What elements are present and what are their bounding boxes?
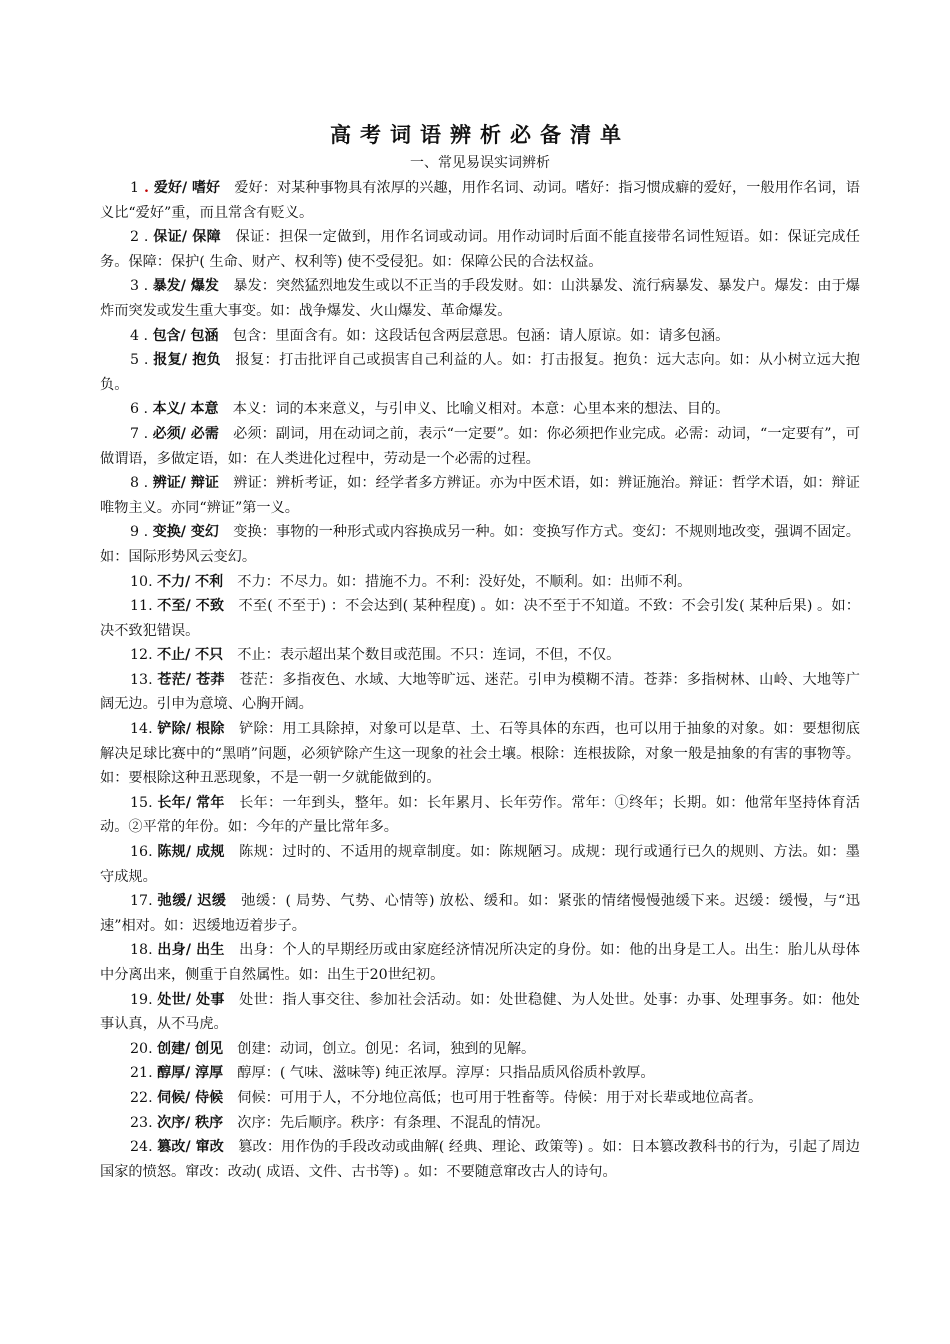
list-item	[100, 176, 860, 225]
entry-definition: 创建：动词，创立。创见：名词，独到的见解。	[237, 1040, 536, 1057]
entry-term: 长年/ 常年	[157, 794, 225, 811]
entry-gap	[223, 647, 237, 663]
list-item	[100, 1086, 860, 1111]
entry-gap	[225, 942, 239, 958]
entry-number: 17	[130, 893, 149, 910]
entry-number: 4	[130, 327, 140, 344]
entry-number-separator: .	[148, 573, 158, 590]
entry-number: 10	[130, 573, 149, 590]
entry-number: 11	[130, 598, 149, 615]
list-item	[100, 422, 860, 471]
entry-term: 保证/ 保障	[153, 229, 221, 246]
list-item	[100, 988, 860, 1037]
entry-number-separator: .	[139, 401, 153, 418]
entry-definition: 弛缓：( 局势、气势、心情等) 放松、缓和。如：紧张的情绪慢慢弛缓下来。迟缓：缓慢，与“迅速”相对。如：迟缓地迈着步子。	[100, 893, 860, 934]
entry-term: 不力/ 不利	[157, 573, 224, 590]
entry-definition: 出身：个人的早期经历或由家庭经济情况所决定的身份。如：他的出身是工人。出生：胎儿从母体中分离出来，侧重于自然属性。如：出生于20世纪初。	[100, 942, 860, 983]
entry-number-separator: .	[139, 180, 154, 196]
entry-definition: 长年：一年到头，整年。如：长年累月、长年劳作。常年：①终年；长期。如：他常年坚持体育活动。②平常的年份。如：今年的产量比常年多。	[100, 794, 860, 836]
entry-number: 1	[130, 180, 140, 196]
entry-number-separator: .	[148, 794, 158, 811]
entry-number-separator: .	[139, 229, 154, 246]
entry-number-separator: .	[148, 647, 158, 664]
entry-number: 19	[130, 991, 149, 1008]
entry-term: 必须/ 必需	[152, 425, 219, 442]
entry-definition: 变换：事物的一种形式或内容换成另一种。如：变换写作方式。变幻：不规则地改变，强调不固定。如：国际形势风云变幻。	[100, 524, 860, 565]
entry-term: 辨证/ 辩证	[152, 475, 219, 492]
entry-term: 次序/ 秩序	[157, 1114, 224, 1131]
entry-number-separator: .	[148, 598, 158, 615]
entry-definition: 不止：表示超出某个数目或范围。不只：连词，不但，不仅。	[237, 647, 621, 664]
entry-definition: 醇厚：( 气味、滋味等) 纯正浓厚。淳厚：只指品质风俗质朴敦厚。	[237, 1065, 655, 1082]
entry-number: 16	[130, 844, 149, 861]
entry-term: 不止/ 不只	[157, 647, 224, 664]
list-item	[100, 570, 860, 595]
entry-term: 伺候/ 侍候	[157, 1089, 224, 1106]
list-item	[100, 1111, 860, 1136]
entry-term: 爱好/ 嗜好	[153, 180, 221, 196]
entry-term: 出身/ 出生	[157, 942, 225, 959]
entry-number: 9	[130, 524, 140, 541]
entry-definition: 伺候：可用于人，不分地位高低；也可用于牲畜等。侍候：用于对长辈或地位高者。	[237, 1089, 763, 1106]
entry-definition: 处世：指人事交往、参加社会活动。如：处世稳健、为人处世。处事：办事、处理事务。如：他处事认真，从不马虎。	[100, 991, 860, 1033]
entry-number: 24	[130, 1139, 149, 1156]
entry-gap	[225, 672, 239, 688]
list-item	[100, 1135, 860, 1184]
entry-definition: 辨证：辨析考证，如：经学者多方辨证。亦为中医术语，如：辨证施治。辩证：哲学术语，如：辩证唯物主义。亦同“辨证”第一义。	[100, 475, 860, 516]
list-item	[100, 938, 860, 987]
entry-term: 本义/ 本意	[152, 401, 219, 418]
entry-number: 23	[130, 1114, 149, 1131]
entry-number-separator: .	[148, 893, 158, 910]
entry-gap	[219, 278, 233, 294]
entry-term: 铲除/ 根除	[157, 721, 225, 738]
entry-number-separator: .	[148, 671, 158, 688]
list-item	[100, 471, 860, 520]
entry-definition: 不至( 不至于) ：不会达到( 某种程度) 。如：决不至于不知道。不致：不会引发( 某种后果) 。如：决不致犯错误。	[100, 598, 860, 639]
entry-number-separator: .	[148, 1065, 158, 1082]
entry-number: 22	[130, 1089, 149, 1106]
entry-definition: 本义：词的本来意义，与引申义、比喻义相对。本意：心里本来的想法、目的。	[232, 401, 730, 418]
entry-gap	[223, 1115, 237, 1131]
list-item	[100, 225, 860, 274]
list-item	[100, 717, 860, 791]
entry-term: 变换/ 变幻	[152, 524, 219, 541]
entry-number: 14	[130, 721, 149, 738]
list-item	[100, 520, 860, 569]
list-item	[100, 274, 860, 323]
entry-gap	[223, 1041, 237, 1057]
entry-term: 不至/ 不致	[157, 598, 225, 615]
entry-gap	[223, 574, 237, 590]
entry-term: 篡改/ 窜改	[157, 1139, 224, 1156]
entry-number-separator: .	[148, 721, 158, 738]
entry-definition: 保证：担保一定做到，用作名词或动词。用作动词时后面不能直接带名词性短语。如：保证完成任务。保障：保护( 生命、财产、权利等) 使不受侵犯。如：保障公民的合法权益。	[100, 229, 860, 270]
entry-term: 陈规/ 成规	[157, 844, 225, 861]
list-item	[100, 791, 860, 840]
entry-gap	[227, 893, 241, 909]
list-item	[100, 643, 860, 668]
entry-gap	[225, 795, 239, 811]
entry-definition: 苍茫：多指夜色、水域、大地等旷远、迷茫。引申为模糊不清。苍莽：多指树林、山岭、大地等广阔无边。引申为意境、心胸开阔。	[100, 671, 860, 713]
entry-number: 7	[130, 425, 140, 442]
entry-number-separator: .	[139, 475, 153, 492]
entry-number-separator: .	[148, 1040, 158, 1057]
entry-number: 21	[130, 1065, 149, 1082]
entry-definition: 铲除：用工具除掉，对象可以是草、土、石等具体的东西，也可以用于抽象的对象。如：要想彻底解决足球比赛中的“黑哨”问题，必须铲除产生这一现象的社会土壤。根除：连根拔除，对象一般是抽象的有害的事物等。如：要根除这种丑恶现象，不是一朝一夕就能做到的。	[100, 721, 860, 787]
list-item	[100, 324, 860, 349]
entry-number-separator: .	[148, 1114, 158, 1131]
list-item	[100, 1037, 860, 1062]
entry-number-separator: .	[148, 1139, 158, 1156]
entry-number-separator: .	[148, 942, 158, 959]
entry-gap	[220, 180, 234, 196]
entry-number: 15	[130, 794, 149, 811]
entry-number: 20	[130, 1040, 149, 1057]
entry-term: 处世/ 处事	[157, 991, 225, 1008]
entry-term: 报复/ 抱负	[153, 352, 221, 369]
section-heading: 一、常见易误实词辨析	[410, 155, 550, 171]
list-item	[100, 889, 860, 938]
entry-definition: 次序：先后顺序。秩序：有条理、不混乱的情况。	[237, 1114, 550, 1131]
entry-gap	[219, 426, 233, 442]
entry-term: 醇厚/ 淳厚	[157, 1065, 224, 1082]
entry-number-separator: .	[139, 524, 153, 541]
list-item	[100, 397, 860, 422]
entry-definition: 必须：副词，用在动词之前，表示“一定要”。如：你必须把作业完成。必需：动词，“一定要有”，可做谓语，多做定语，如：在人类进化过程中，劳动是一个必需的过程。	[100, 425, 861, 467]
list-item	[100, 348, 860, 397]
entry-number-separator: .	[148, 1089, 158, 1106]
entry-number-separator: .	[139, 278, 153, 295]
list-item	[100, 668, 860, 717]
entry-definition: 爱好：对某种事物具有浓厚的兴趣，用作名词、动词。嗜好：指习惯成癖的爱好，一般用作名词，语义比“爱好”重，而且常含有贬义。	[100, 180, 860, 221]
entry-definition: 报复：打击批评自己或损害自己利益的人。如：打击报复。抱负：远大志向。如：从小树立远大抱负。	[100, 352, 860, 393]
document-title: 高考词语辨析必备清单	[330, 123, 630, 147]
entry-term: 弛缓/ 迟缓	[157, 893, 227, 910]
entry-definition: 不力：不尽力。如：措施不力。不利：没好处，不顺利。如：出师不利。	[237, 573, 692, 590]
entry-gap	[219, 524, 233, 540]
entry-definition: 陈规：过时的、不适用的规章制度。如：陈规陋习。成规：现行或通行已久的规则、方法。如：墨守成规。	[100, 844, 860, 885]
entry-term: 暴发/ 爆发	[152, 278, 219, 295]
entry-number-separator: .	[139, 352, 154, 369]
entry-gap	[224, 598, 238, 614]
document-page	[100, 118, 860, 1184]
entry-gap	[225, 844, 239, 860]
entry-list	[100, 176, 860, 1184]
entry-gap	[223, 1065, 237, 1081]
entry-definition: 篡改：用作伪的手段改动或曲解( 经典、理论、政策等) 。如：日本篡改教科书的行为，引起了周边国家的愤怒。窜改：改动( 成语、文件、古书等) 。如：不要随意窜改古人的诗句。	[100, 1139, 860, 1180]
entry-number-separator: .	[148, 844, 158, 861]
entry-term: 苍茫/ 苍莽	[157, 671, 225, 688]
entry-gap	[225, 721, 239, 737]
entry-number: 12	[130, 647, 149, 664]
entry-gap	[224, 1139, 238, 1155]
entry-gap	[219, 475, 233, 491]
entry-definition: 暴发：突然猛烈地发生或以不正当的手段发财。如：山洪暴发、流行病暴发、暴发户。爆发：由于爆炸而突发或发生重大事变。如：战争爆发、火山爆发、革命爆发。	[100, 278, 860, 319]
entry-gap	[225, 992, 239, 1008]
entry-number-separator: .	[139, 327, 153, 344]
entry-number: 6	[130, 401, 140, 418]
entry-term: 创建/ 创见	[157, 1040, 224, 1057]
entry-term: 包含/ 包涵	[152, 327, 219, 344]
list-item	[100, 1061, 860, 1086]
entry-number: 5	[130, 352, 140, 369]
entry-gap	[223, 1090, 237, 1106]
entry-number: 2	[130, 229, 140, 246]
list-item	[100, 594, 860, 643]
list-item	[100, 840, 860, 889]
entry-number-separator: .	[148, 991, 158, 1008]
entry-number-separator: .	[139, 425, 153, 442]
entry-gap	[221, 352, 235, 368]
entry-gap	[221, 229, 235, 245]
entry-number: 18	[130, 942, 149, 959]
entry-number: 13	[130, 671, 149, 688]
entry-number: 8	[130, 475, 140, 492]
entry-gap	[219, 401, 233, 417]
entry-definition: 包含：里面含有。如：这段话包含两层意思。包涵：请人原谅。如：请多包涵。	[232, 327, 730, 344]
entry-gap	[219, 328, 233, 344]
entry-number: 3	[130, 278, 140, 295]
